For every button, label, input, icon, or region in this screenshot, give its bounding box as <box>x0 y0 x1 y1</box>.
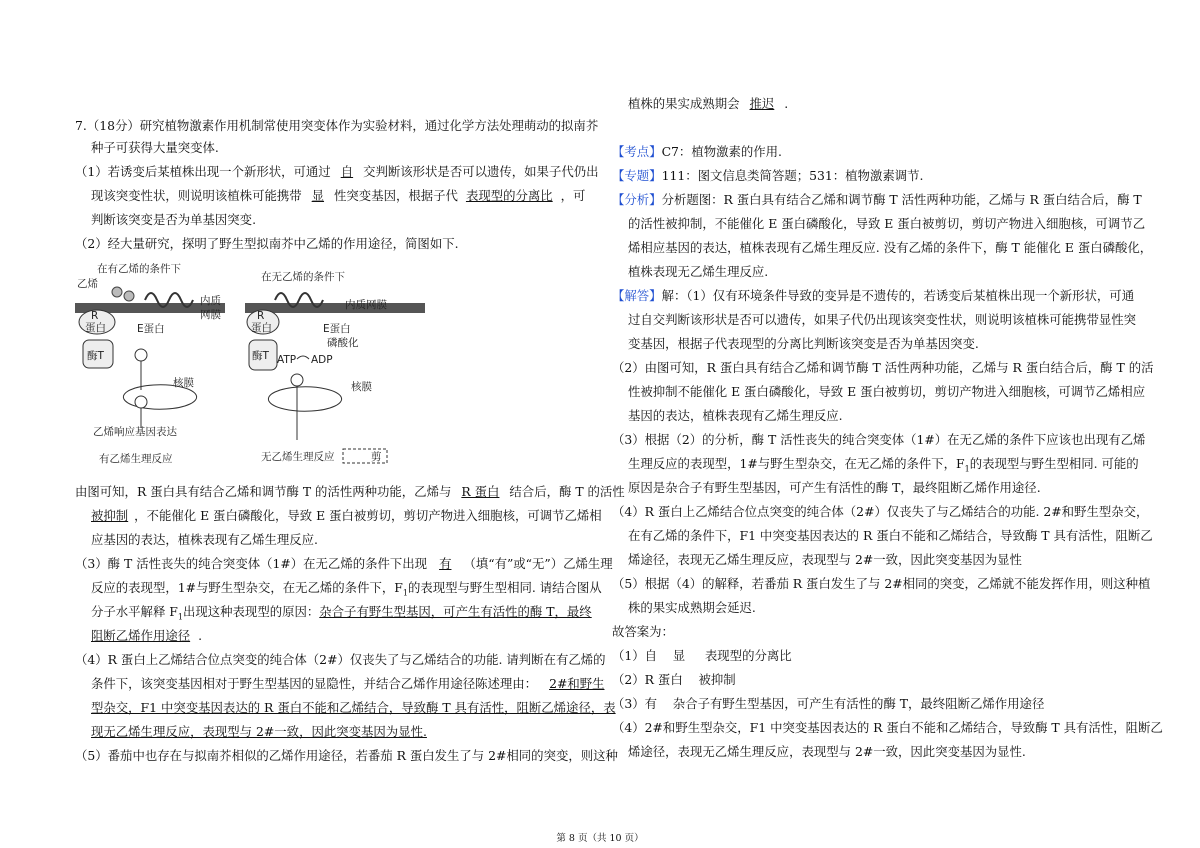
jieda-4-line-2: 在有乙烯的条件下，F1 中突变基因表达的 R 蛋白不能和乙烯结合，导致酶 T 具有活性，阻断乙 <box>628 528 1153 543</box>
answer-title: 故答案为： <box>612 624 674 639</box>
gene-expression-label: 乙烯响应基因表达 <box>93 426 177 438</box>
part-5-line-1: （5）番茄中也存在与拟南芥相似的乙烯作用途径，若番茄 R 蛋白发生了与 2#相同的突变，则这种 <box>75 748 618 763</box>
nuclear-membrane-label-2: 核膜 <box>351 381 372 393</box>
e-protein-label: E蛋白 <box>137 323 165 335</box>
no-response-label: 无乙烯生理反应 <box>261 451 335 463</box>
kaodian: 【考点】C7：植物激素的作用. <box>612 144 782 159</box>
answer-4-line-1: （4）2#和野生型杂交，F1 中突变基因表达的 R 蛋白不能和乙烯结合，导致酶 T 具有活性，阻断乙 <box>612 720 1163 735</box>
part-1-line-3: 判断该突变是否为单基因突变. <box>91 212 257 227</box>
part-5-line-2: 植株的果实成熟期会 推迟 . <box>628 96 789 111</box>
part-3-line-2: 反应的表现型，1#与野生型杂交，在无乙烯的条件下，$F_1$的表现型与野生型相同. 请结合图从 <box>91 580 602 598</box>
jieda-tag: 【解答】 <box>612 288 662 303</box>
jieda-3-line-1: （3）根据（2）的分析，酶 T 活性丧失的纯合突变体（1#）在无乙烯的条件下应该也出现有乙烯 <box>612 432 1146 447</box>
part-4-line-4: 现无乙烯生理反应，表现型与 2#一致，因此突变基因为显性. <box>91 724 427 739</box>
er-label-2: 网膜 <box>200 309 221 321</box>
atp-label: ATP <box>277 354 297 366</box>
has-response-label: 有乙烯生理反应 <box>99 453 173 465</box>
part-3-line-1: （3）酶 T 活性丧失的纯合突变体（1#）在无乙烯的条件下出现 有 （填“有”或“无”）乙烯生理 <box>75 556 613 571</box>
zhuanti-tag: 【专题】 <box>612 168 662 183</box>
question-7-title: 7.（18分）研究植物激素作用机制常使用突变体作为实验材料，通过化学方法处理萌动的拟南芥 <box>75 118 599 133</box>
cut-label: 剪 <box>371 451 382 463</box>
enzyme-t-label: 酶T <box>87 350 104 362</box>
fenxi-tag: 【分析】 <box>612 192 662 207</box>
ethylene-pathway-diagram <box>75 260 595 470</box>
r-protein-label-2: R <box>257 310 265 322</box>
enzyme-t-label-2: 酶T <box>252 350 269 362</box>
phosphorylation-label: 磷酸化 <box>327 337 359 349</box>
kaodian-tag: 【考点】 <box>612 144 662 159</box>
fenxi-line-3: 烯相应基因的表达，植株表现有乙烯生理反应. 没有乙烯的条件下，酶 T 能催化 E 蛋白磷酸化， <box>628 240 1153 255</box>
page-footer: 第 8 页（共 10 页） <box>556 833 644 844</box>
answer-blank: 阻断乙烯作用途径 <box>91 628 191 643</box>
answer-blank: 被抑制 <box>91 508 129 523</box>
part-4-line-1: （4）R 蛋白上乙烯结合位点突变的纯合体（2#）仅丧失了与乙烯结合的功能. 请判断在有乙烯的 <box>75 652 606 667</box>
part-1-line-2: 现该突变性状，则说明该植株可能携带 显 性突变基因，根据子代 表现型的分离比 ，可 <box>91 188 586 203</box>
adp-label: ADP <box>311 354 333 366</box>
r-protein-label: R <box>91 310 99 322</box>
question-7-title-cont: 种子可获得大量突变体. <box>91 140 219 155</box>
protein-label: 蛋白 <box>85 322 106 334</box>
answer-blank: 表现型的分离比 <box>465 188 553 203</box>
answer-blank: 2#和野生 <box>549 676 605 691</box>
part-2-intro: （2）经大量研究，探明了野生型拟南芥中乙烯的作用途径，简图如下. <box>75 236 459 251</box>
answer-blank: 有 <box>439 556 452 571</box>
answer-3: （3）有 杂合子有野生型基因，可产生有活性的酶 T，最终阻断乙烯作用途径 <box>612 696 1045 711</box>
jieda-line-3: 变基因，根据子代表现型的分离比判断该突变是否为单基因突变. <box>628 336 979 351</box>
jieda-5-line-1: （5）根据（4）的解释，若番茄 R 蛋白发生了与 2#相同的突变，乙烯就不能发挥作用，则这种植 <box>612 576 1151 591</box>
answer-blank: 杂合子有野生型基因，可产生有活性的酶 T，最终 <box>319 604 592 619</box>
nuclear-membrane-label: 核膜 <box>173 377 194 389</box>
jieda-3-line-3: 原因是杂合子有野生型基因，可产生有活性的酶 T，最终阻断乙烯作用途径. <box>628 480 1041 495</box>
fenxi-line-1: 【分析】分析题图：R 蛋白具有结合乙烯和调节酶 T 活性两种功能，乙烯与 R 蛋白结合后，酶 T <box>612 192 1142 207</box>
part-1-line-1: （1）若诱变后某植株出现一个新形状，可通过 自 交判断该形状是否可以遗传，如果子代仍出 <box>75 164 599 179</box>
answer-4-line-2: 烯途径，表现无乙烯生理反应，表现型与 2#一致，因此突变基因为显性. <box>628 744 1026 759</box>
part-4-line-3: 型杂交，F1 中突变基因表达的 R 蛋白不能和乙烯结合，导致酶 T 具有活性，阻断乙烯途径，表 <box>91 700 616 715</box>
part-4-line-2: 条件下，该突变基因相对于野生型基因的显隐性，并结合乙烯作用途径陈述理由： 2#和野生 <box>91 676 605 691</box>
fenxi-line-2: 的活性被抑制，不能催化 E 蛋白磷酸化，导致 E 蛋白被剪切，剪切产物进入细胞核，可调节乙 <box>628 216 1146 231</box>
jieda-line-1: 【解答】解：（1）仅有环境条件导致的变异是不遗传的，若诱变后某植株出现一个新形状，可通 <box>612 288 1135 303</box>
jieda-4-line-1: （4）R 蛋白上乙烯结合位点突变的纯合体（2#）仅丧失了与乙烯结合的功能. 2#和野生型杂交， <box>612 504 1149 519</box>
part-2-line-1: 由图可知，R 蛋白具有结合乙烯和调节酶 T 的活性两种功能，乙烯与 R 蛋白 结合后，酶 T 的活性 <box>75 484 625 499</box>
answer-2: （2）R 蛋白 被抑制 <box>612 672 736 687</box>
answer-blank: 推迟 <box>749 96 775 111</box>
fenxi-line-4: 植株表现无乙烯生理反应. <box>628 264 769 279</box>
answer-blank: 自 <box>340 164 354 179</box>
part-2-line-3: 应基因的表达，植株表现有乙烯生理反应. <box>91 532 318 547</box>
jieda-5-line-2: 株的果实成熟期会延迟. <box>628 600 756 615</box>
part-3-line-4: 阻断乙烯作用途径 . <box>91 628 203 643</box>
ethylene-label: 乙烯 <box>77 278 98 290</box>
jieda-4-line-3: 烯途径，表现无乙烯生理反应，表现型与 2#一致，因此突变基因为显性 <box>628 552 1022 567</box>
protein-label-2: 蛋白 <box>251 322 272 334</box>
e-protein-label-2: E蛋白 <box>323 323 351 335</box>
er-label: 内质 <box>200 295 221 307</box>
label-with-ethylene: 在有乙烯的条件下 <box>97 263 181 275</box>
jieda-line-2: 过自交判断该形状是否可以遗传，如果子代仍出现该突变性状，则说明该植株可能携带显性突 <box>628 312 1137 327</box>
jieda-2-line-2: 性被抑制不能催化 E 蛋白磷酸化，导致 E 蛋白被剪切，剪切产物进入细胞核，可调节乙烯相应 <box>628 384 1146 399</box>
jieda-2-line-3: 基因的表达，植株表现有乙烯生理反应. <box>628 408 843 423</box>
er-full-label: 内质网膜 <box>345 299 387 311</box>
answer-blank: 显 <box>311 188 325 203</box>
part-3-line-3: 分子水平解释 $F_1$出现这种表现型的原因：杂合子有野生型基因，可产生有活性的酶 T，最终 <box>91 604 592 622</box>
part-2-line-2: 被抑制 ，不能催化 E 蛋白磷酸化，导致 E 蛋白被剪切，剪切产物进入细胞核，可调节乙烯相 <box>91 508 602 523</box>
jieda-3-line-2: 生理反应的表现型，1#与野生型杂交，在无乙烯的条件下，$F_1$的表现型与野生型相同. 可能的 <box>628 456 1139 474</box>
jieda-2-line-1: （2）由图可知，R 蛋白具有结合乙烯和调节酶 T 活性两种功能，乙烯与 R 蛋白结合后，酶 T 的活 <box>612 360 1154 375</box>
zhuanti: 【专题】111：图文信息类简答题；531：植物激素调节. <box>612 168 924 183</box>
answer-blank: R 蛋白 <box>461 484 500 499</box>
answer-1: （1）自 显 表现型的分离比 <box>612 648 792 663</box>
label-without-ethylene: 在无乙烯的条件下 <box>261 271 345 283</box>
